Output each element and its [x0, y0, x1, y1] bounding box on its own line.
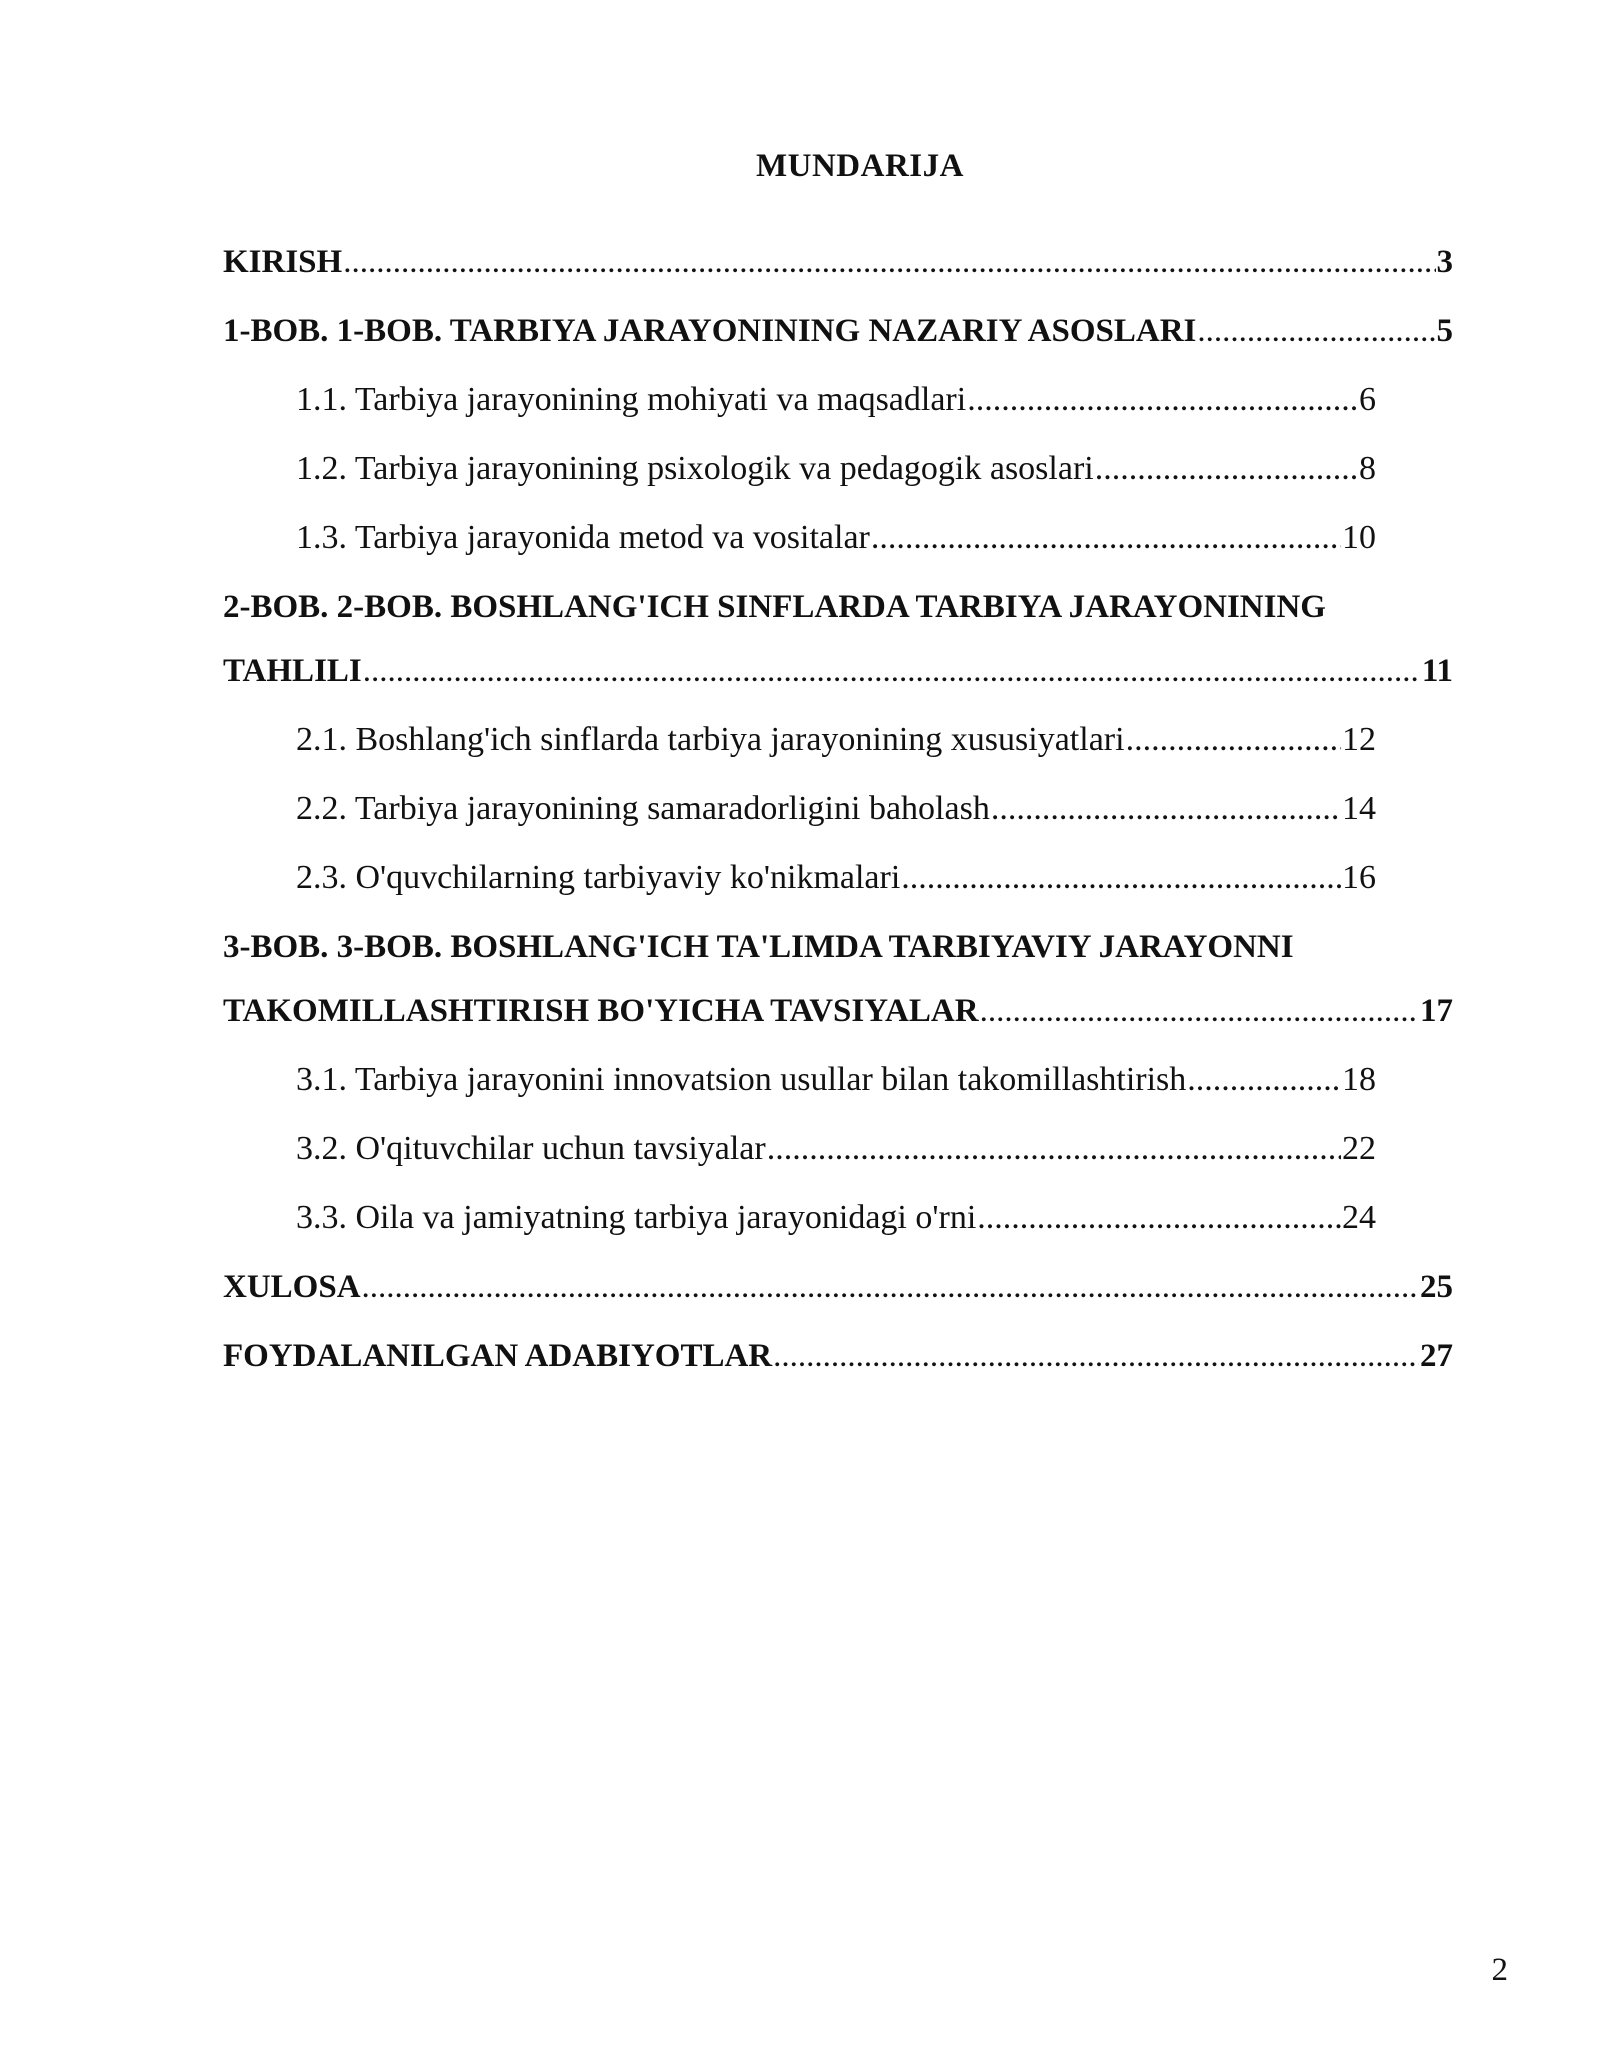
toc-entry-chapter-2-line2[interactable]: [223, 651, 1453, 691]
toc-entry-label: TAKOMILLASHTIRISH BO'YICHA TAVSIYALAR: [223, 993, 979, 1029]
toc-entry-section-3-3[interactable]: [223, 1198, 1376, 1238]
toc-entry-page: 27: [1420, 1338, 1453, 1374]
toc-entry-page: 17: [1420, 993, 1453, 1029]
toc-entry-label: XULOSA: [223, 1269, 361, 1305]
toc-entry-label: 2-BOB. 2-BOB. BOSHLANG'ICH SINFLARDA TARBIYA JARAYONINING: [223, 589, 1326, 625]
leader-dots: [1095, 449, 1358, 489]
toc-entry-page: 22: [1342, 1130, 1376, 1167]
toc-entry-section-1-1[interactable]: [223, 380, 1376, 420]
toc-title: MUNDARIJA: [756, 148, 964, 184]
leader-dots: [1197, 311, 1435, 351]
toc-entry-label: 2.3. O'quvchilarning tarbiyaviy ko'nikmalari: [296, 859, 901, 896]
leader-dots: [991, 789, 1341, 829]
toc-entry-label: 3.2. O'qituvchilar uchun tavsiyalar: [296, 1130, 766, 1167]
toc-entry-section-1-2[interactable]: [223, 449, 1376, 489]
toc-entry-page: 3: [1436, 244, 1453, 280]
toc-entry-label: 2.1. Boshlang'ich sinflarda tarbiya jarayonining xususiyatlari: [296, 721, 1125, 758]
toc-entry-label: 3-BOB. 3-BOB. BOSHLANG'ICH TA'LIMDA TARBIYAVIY JARAYONNI: [223, 929, 1294, 965]
toc-entry-section-3-1[interactable]: [223, 1060, 1376, 1100]
leader-dots: [773, 1336, 1419, 1376]
toc-entry-page: 12: [1342, 721, 1376, 758]
toc-entry-label: 1.1. Tarbiya jarayonining mohiyati va maqsadlari: [296, 381, 967, 418]
toc-entry-label: TAHLILI: [223, 653, 362, 689]
leader-dots: [363, 651, 1421, 691]
leader-dots: [871, 518, 1341, 558]
toc-entry-page: 18: [1342, 1061, 1376, 1098]
toc-entry-page: 14: [1342, 790, 1376, 827]
toc-entry-section-2-1[interactable]: [223, 720, 1376, 760]
toc-entry-label: 1-BOB. 1-BOB. TARBIYA JARAYONINING NAZARIY ASOSLARI: [223, 313, 1197, 349]
table-of-contents: [223, 242, 1453, 1405]
toc-entry-chapter-3-line1[interactable]: [223, 927, 1453, 967]
toc-entry-label: FOYDALANILGAN ADABIYOTLAR: [223, 1338, 773, 1374]
leader-dots: [343, 242, 1435, 282]
toc-entry-label: 2.2. Tarbiya jarayonining samaradorligini baholash: [296, 790, 990, 827]
toc-entry-page: 8: [1359, 450, 1376, 487]
toc-entry-chapter-3-line2[interactable]: [223, 991, 1453, 1031]
toc-entry-label: 1.2. Tarbiya jarayonining psixologik va pedagogik asoslari: [296, 450, 1094, 487]
toc-entry-page: 5: [1436, 313, 1453, 349]
toc-entry-kirish[interactable]: [223, 242, 1453, 282]
toc-entry-section-2-3[interactable]: [223, 858, 1376, 898]
leader-dots: [980, 991, 1419, 1031]
toc-entry-references[interactable]: [223, 1336, 1453, 1376]
toc-entry-page: 16: [1342, 859, 1376, 896]
leader-dots: [362, 1267, 1419, 1307]
toc-entry-chapter-1[interactable]: [223, 311, 1453, 351]
toc-entry-xulosa[interactable]: [223, 1267, 1453, 1307]
toc-entry-label: 3.1. Tarbiya jarayonini innovatsion usullar bilan takomillashtirish: [296, 1061, 1187, 1098]
toc-entry-label: 1.3. Tarbiya jarayonida metod va vositalar: [296, 519, 870, 556]
toc-entry-section-2-2[interactable]: [223, 789, 1376, 829]
toc-entry-page: 10: [1342, 519, 1376, 556]
toc-entry-label: KIRISH: [223, 244, 343, 280]
toc-entry-chapter-2-line1[interactable]: [223, 587, 1453, 627]
leader-dots: [1126, 720, 1341, 760]
page-number: 2: [1491, 1952, 1508, 1988]
leader-dots: [967, 380, 1358, 420]
toc-entry-section-1-3[interactable]: [223, 518, 1376, 558]
toc-entry-page: 6: [1359, 381, 1376, 418]
toc-entry-page: 11: [1421, 653, 1453, 689]
toc-entry-section-3-2[interactable]: [223, 1129, 1376, 1169]
toc-entry-page: 24: [1342, 1199, 1376, 1236]
leader-dots: [901, 858, 1341, 898]
toc-entry-label: 3.3. Oila va jamiyatning tarbiya jarayonidagi o'rni: [296, 1199, 977, 1236]
leader-dots: [767, 1129, 1341, 1169]
toc-entry-page: 25: [1420, 1269, 1453, 1305]
leader-dots: [1187, 1060, 1341, 1100]
leader-dots: [977, 1198, 1341, 1238]
